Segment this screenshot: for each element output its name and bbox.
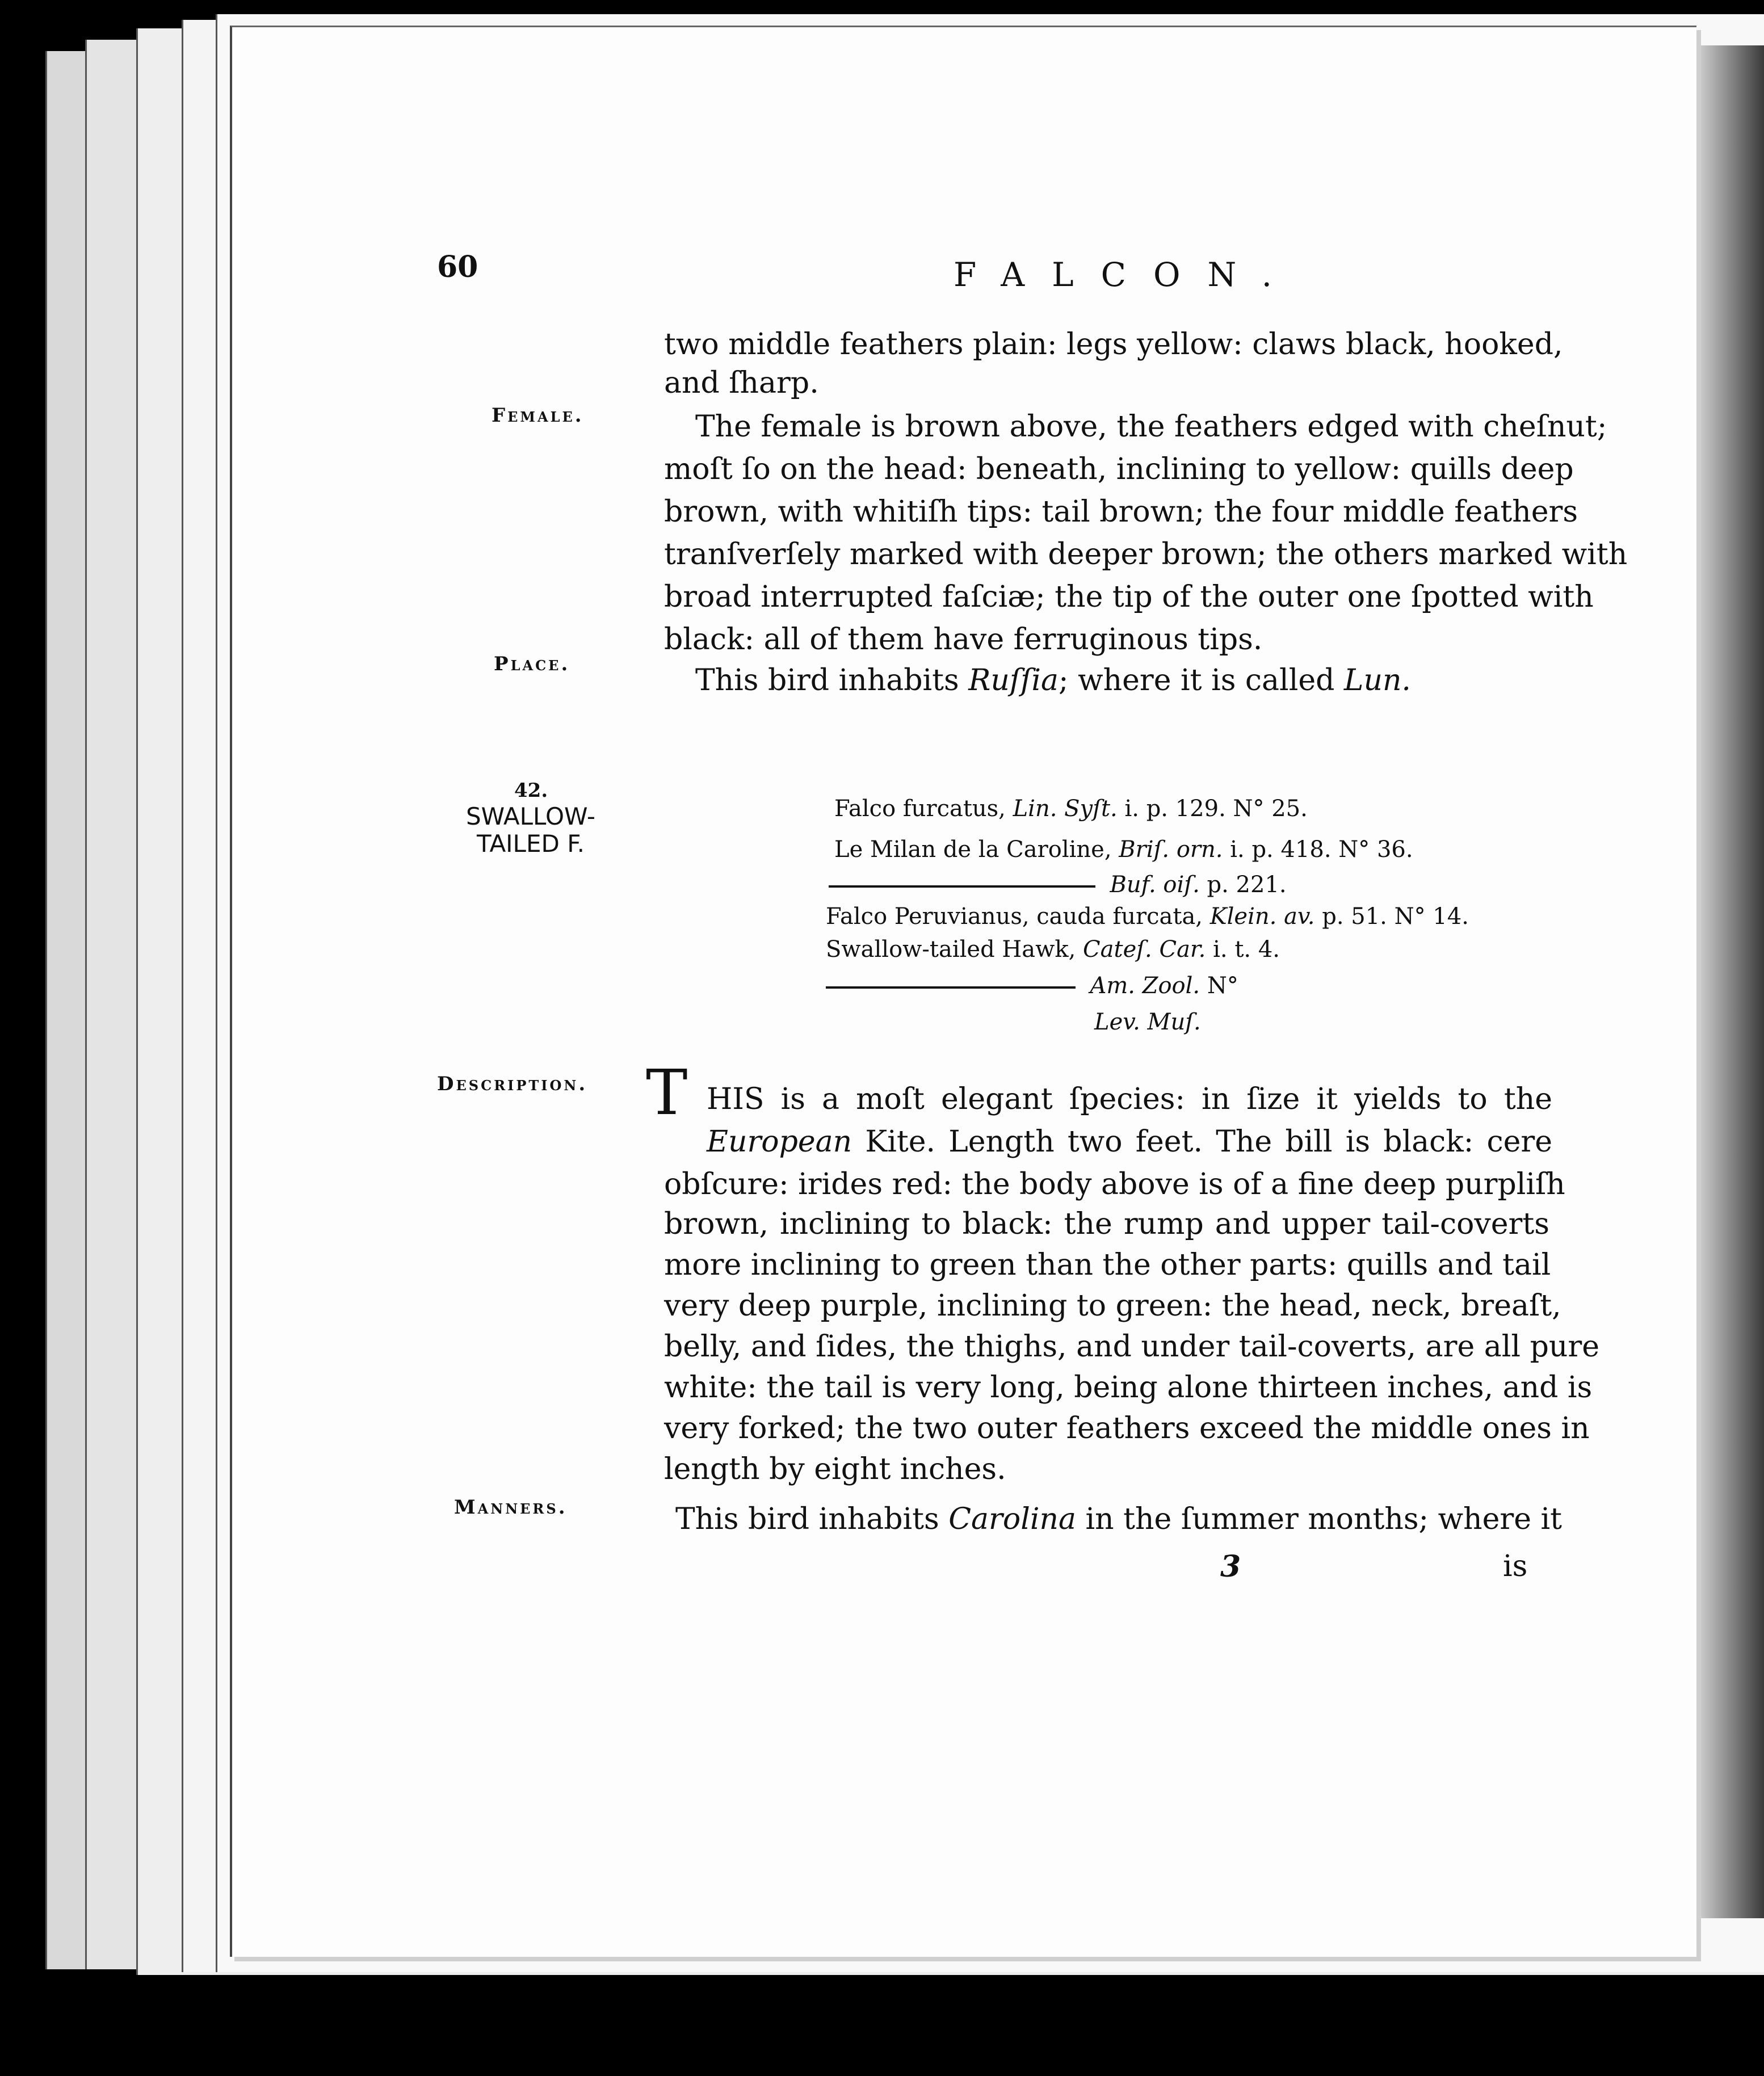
text-line: black: all of them have ferruginous tips. xyxy=(664,623,1263,657)
margin-label-description: Description. xyxy=(437,1073,588,1095)
text-line: length by eight inches. xyxy=(664,1452,1006,1486)
country-name: Ruſſia xyxy=(968,663,1059,697)
text-line: tranſverſely marked with deeper brown; the others marked with xyxy=(664,537,1628,571)
ditto-rule xyxy=(826,986,1076,989)
species-name-line: TAILED F. xyxy=(477,830,585,858)
synonym-line: Falco furcatus, Lin. Syſt. i. p. 129. N° 25. xyxy=(834,796,1308,822)
margin-label-manners: Manners. xyxy=(454,1496,568,1519)
synonym-line: Swallow-tailed Hawk, Cateſ. Car. i. t. 4. xyxy=(826,936,1280,963)
text-line: very deep purple, inclining to green: the head, neck, breaſt, xyxy=(664,1289,1561,1323)
place-text: This bird inhabits Ruſſia; where it is called Lun. xyxy=(695,663,1411,697)
text-line: two middle feathers plain: legs yellow: claws black, hooked, xyxy=(664,327,1563,362)
synonym-line: Falco Peruvianus, cauda furcata, Klein. av. p. 51. N° 14. xyxy=(826,903,1469,930)
species-name xyxy=(451,803,610,858)
species-name-line: SWALLOW- xyxy=(466,802,595,830)
place-name: Carolina xyxy=(948,1502,1076,1536)
text-line: broad interrupted faſciæ; the tip of the outer one ſpotted with xyxy=(664,580,1594,614)
text-line: HIS is a moſt elegant ſpecies: in ſize it yields to the xyxy=(707,1082,1552,1116)
text-line: obſcure: irides red: the body above is of a fine deep purpliſh xyxy=(664,1167,1565,1201)
synonym-line: Am. Zool. N° xyxy=(826,972,1238,1000)
species-number: 42. xyxy=(514,779,548,802)
page-number: 60 xyxy=(437,250,478,284)
text-line: very forked; the two outer feathers exceed the middle ones in xyxy=(664,1411,1590,1445)
synonym-line: Buf. oiſ. p. 221. xyxy=(829,871,1287,899)
drop-cap: T xyxy=(646,1056,688,1129)
text-line: moſt ſo on the head: beneath, inclining to yellow: quills deep xyxy=(664,452,1574,486)
synonym-line: Le Milan de la Caroline, Briſ. orn. i. p. 418. N° 36. xyxy=(834,837,1413,863)
text-line: more inclining to green than the other parts: quills and tail xyxy=(664,1248,1551,1282)
text-line: European Kite. Length two feet. The bill is black: cere xyxy=(707,1125,1552,1159)
local-name: Lun. xyxy=(1343,663,1411,697)
text-line: belly, and ſides, the thighs, and under tail-coverts, are all pure xyxy=(664,1330,1599,1364)
ditto-rule xyxy=(829,885,1095,888)
manners-text: This bird inhabits Carolina in the ſummer months; where it xyxy=(675,1502,1563,1536)
text-line: brown, inclining to black: the rump and upper tail-coverts xyxy=(664,1207,1549,1241)
margin-label-female: Female. xyxy=(492,404,584,427)
text-line: The female is brown above, the feathers edged with cheſnut; xyxy=(695,410,1607,444)
text-line: brown, with whitiſh tips: tail brown; the four middle feathers xyxy=(664,495,1578,529)
text-line: white: the tail is very long, being alone thirteen inches, and is xyxy=(664,1371,1593,1405)
signature-mark: 3 xyxy=(1220,1549,1241,1584)
margin-label-place: Place. xyxy=(494,653,570,675)
text-line: and ſharp. xyxy=(664,366,819,400)
synonym-line: Lev. Muſ. xyxy=(1094,1009,1201,1035)
running-title: FALCON. xyxy=(954,255,1300,294)
catchword: is xyxy=(1503,1549,1528,1583)
page-shadow xyxy=(1694,45,1764,1918)
